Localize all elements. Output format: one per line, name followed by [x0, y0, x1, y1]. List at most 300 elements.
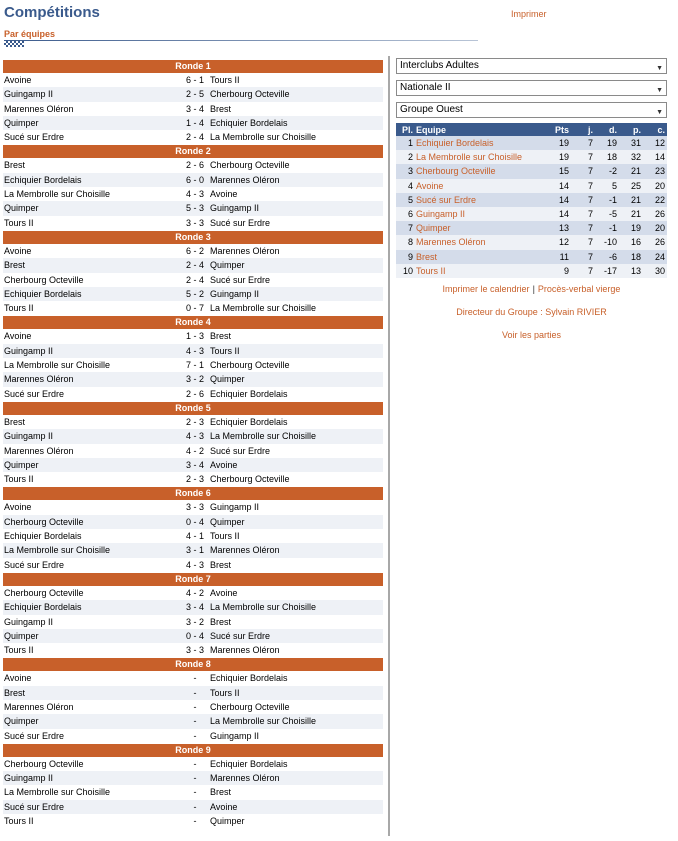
- match-row: [3, 358, 383, 372]
- match-row: [3, 714, 383, 728]
- diff-cell: -5: [595, 207, 619, 221]
- match-row: [3, 700, 383, 714]
- played-cell: 7: [571, 264, 595, 278]
- diff-cell: 5: [595, 179, 619, 193]
- standings-row: [396, 179, 667, 193]
- calendar-links: [396, 284, 667, 294]
- col-header-p: p.: [619, 123, 643, 136]
- match-row: [3, 372, 383, 386]
- rank-cell: 2: [396, 150, 416, 164]
- rank-cell: 9: [396, 250, 416, 264]
- team-link[interactable]: Avoine: [416, 180, 444, 191]
- away-team: Guingamp II: [210, 502, 260, 513]
- away-team: Brest: [210, 616, 232, 627]
- match-row: [3, 273, 383, 287]
- match-score: 6 - 0: [185, 174, 204, 185]
- standings-row: [396, 250, 667, 264]
- team-link[interactable]: Marennes Oléron: [416, 237, 486, 248]
- match-row: [3, 102, 383, 116]
- team-cell: [416, 221, 547, 235]
- col-header-c: c.: [643, 123, 667, 136]
- away-team: Cherbourg Octeville: [210, 89, 290, 100]
- home-team: Quimper: [4, 716, 39, 727]
- standings-row: [396, 221, 667, 235]
- against-cell: 30: [643, 264, 667, 278]
- match-score: 0 - 7: [185, 303, 204, 314]
- match-score: 3 - 3: [185, 502, 204, 513]
- diff-cell: -2: [595, 164, 619, 178]
- away-team: Marennes Oléron: [210, 645, 280, 656]
- home-team: Tours II: [4, 816, 34, 827]
- round-header: Ronde 1: [3, 60, 383, 73]
- rank-cell: 3: [396, 164, 416, 178]
- for-cell: 21: [619, 164, 643, 178]
- match-score: 3 - 3: [185, 217, 204, 228]
- away-team: La Membrolle sur Choisille: [210, 602, 317, 613]
- away-team: La Membrolle sur Choisille: [210, 431, 317, 442]
- home-team: Cherbourg Octeville: [4, 587, 84, 598]
- points-cell: 14: [547, 193, 571, 207]
- standings-row: [396, 136, 667, 150]
- away-team: Tours II: [210, 345, 240, 356]
- team-cell: [416, 264, 547, 278]
- home-team: Brest: [4, 260, 26, 271]
- team-cell: [416, 250, 547, 264]
- home-team: Marennes Oléron: [4, 701, 74, 712]
- match-row: [3, 258, 383, 272]
- col-header-pts: Pts: [547, 123, 571, 136]
- home-team: Tours II: [4, 217, 34, 228]
- match-row: [3, 515, 383, 529]
- points-cell: 12: [547, 235, 571, 249]
- home-team: Quimper: [4, 630, 39, 641]
- diff-cell: -17: [595, 264, 619, 278]
- match-row: [3, 785, 383, 799]
- match-score: 4 - 2: [185, 445, 204, 456]
- away-team: Cherbourg Octeville: [210, 701, 290, 712]
- match-score: -: [193, 801, 197, 812]
- match-row: [3, 600, 383, 614]
- against-cell: 20: [643, 221, 667, 235]
- standings-row: [396, 193, 667, 207]
- diff-cell: 18: [595, 150, 619, 164]
- match-score: -: [193, 758, 197, 769]
- match-score: 2 - 4: [185, 260, 204, 271]
- match-score: 2 - 6: [185, 388, 204, 399]
- match-row: [3, 187, 383, 201]
- home-team: Brest: [4, 687, 26, 698]
- for-cell: 31: [619, 136, 643, 150]
- standings-row: [396, 207, 667, 221]
- team-cell: [416, 179, 547, 193]
- match-score: 2 - 6: [185, 160, 204, 171]
- away-team: Echiquier Bordelais: [210, 416, 288, 427]
- away-team: Marennes Oléron: [210, 245, 280, 256]
- match-row: [3, 344, 383, 358]
- print-calendar-link[interactable]: Imprimer le calendrier: [442, 283, 530, 294]
- against-cell: 20: [643, 179, 667, 193]
- team-cell: [416, 136, 547, 150]
- competition-select[interactable]: [396, 58, 667, 74]
- played-cell: 7: [571, 235, 595, 249]
- match-score: 3 - 2: [185, 374, 204, 385]
- home-team: Marennes Oléron: [4, 103, 74, 114]
- rank-cell: 10: [396, 264, 416, 278]
- for-cell: 19: [619, 221, 643, 235]
- home-team: Tours II: [4, 303, 34, 314]
- match-score: 2 - 3: [185, 474, 204, 485]
- round-header: Ronde 6: [3, 487, 383, 500]
- round-header: Ronde 8: [3, 658, 383, 671]
- team-link[interactable]: Quimper: [416, 223, 451, 234]
- match-row: [3, 643, 383, 657]
- match-row: [3, 472, 383, 486]
- match-row: [3, 158, 383, 172]
- match-score: 7 - 1: [185, 360, 204, 371]
- subtab-par-equipes[interactable]: Par équipes: [4, 29, 56, 39]
- home-team: Avoine: [4, 502, 32, 513]
- rank-cell: 8: [396, 235, 416, 249]
- home-team: Sucé sur Erdre: [4, 730, 65, 741]
- match-row: [3, 500, 383, 514]
- match-row: [3, 73, 383, 87]
- match-score: 6 - 2: [185, 245, 204, 256]
- match-score: -: [193, 716, 197, 727]
- away-team: Avoine: [210, 801, 238, 812]
- match-score: 0 - 4: [185, 630, 204, 641]
- col-header-d: d.: [595, 123, 619, 136]
- standings-panel: [396, 58, 667, 340]
- diff-cell: 19: [595, 136, 619, 150]
- away-team: La Membrolle sur Choisille: [210, 132, 317, 143]
- match-row: [3, 586, 383, 600]
- home-team: Guingamp II: [4, 616, 54, 627]
- match-row: [3, 87, 383, 101]
- rank-cell: 1: [396, 136, 416, 150]
- rank-cell: 7: [396, 221, 416, 235]
- match-score: 3 - 1: [185, 545, 204, 556]
- match-score: -: [193, 787, 197, 798]
- match-score: 2 - 3: [185, 416, 204, 427]
- team-link[interactable]: Tours II: [416, 265, 446, 276]
- away-team: Echiquier Bordelais: [210, 388, 288, 399]
- home-team: Sucé sur Erdre: [4, 801, 65, 812]
- team-link[interactable]: Cherbourg Octeville: [416, 166, 496, 177]
- rank-cell: 4: [396, 179, 416, 193]
- home-team: Quimper: [4, 203, 39, 214]
- chevron-down-icon: ▼: [656, 65, 663, 72]
- match-score: 4 - 2: [185, 587, 204, 598]
- played-cell: 7: [571, 136, 595, 150]
- away-team: La Membrolle sur Choisille: [210, 303, 317, 314]
- played-cell: 7: [571, 221, 595, 235]
- away-team: Sucé sur Erdre: [210, 274, 271, 285]
- match-row: [3, 671, 383, 685]
- against-cell: 26: [643, 207, 667, 221]
- home-team: Brest: [4, 416, 26, 427]
- home-team: Cherbourg Octeville: [4, 516, 84, 527]
- match-row: [3, 301, 383, 315]
- points-cell: 19: [547, 136, 571, 150]
- diff-cell: -1: [595, 221, 619, 235]
- match-score: 4 - 3: [185, 189, 204, 200]
- home-team: Guingamp II: [4, 345, 54, 356]
- chevron-down-icon: ▼: [656, 87, 663, 94]
- col-header-team: Equipe: [416, 123, 547, 136]
- for-cell: 25: [619, 179, 643, 193]
- match-row: [3, 757, 383, 771]
- division-select-value: Nationale II: [400, 82, 451, 93]
- home-team: Guingamp II: [4, 431, 54, 442]
- played-cell: 7: [571, 164, 595, 178]
- away-team: Brest: [210, 331, 232, 342]
- match-score: -: [193, 773, 197, 784]
- match-score: 4 - 3: [185, 559, 204, 570]
- home-team: Avoine: [4, 75, 32, 85]
- home-team: Brest: [4, 160, 26, 171]
- home-team: Avoine: [4, 245, 32, 256]
- standings-table: [396, 123, 667, 278]
- home-team: Quimper: [4, 459, 39, 470]
- home-team: Cherbourg Octeville: [4, 274, 84, 285]
- team-link[interactable]: Sucé sur Erdre: [416, 194, 477, 205]
- chevron-down-icon: ▼: [656, 109, 663, 116]
- points-cell: 11: [547, 250, 571, 264]
- match-score: 6 - 1: [185, 75, 204, 85]
- team-link[interactable]: Guingamp II: [416, 209, 466, 220]
- away-team: Marennes Oléron: [210, 773, 280, 784]
- for-cell: 32: [619, 150, 643, 164]
- col-header-j: j.: [571, 123, 595, 136]
- home-team: Tours II: [4, 645, 34, 656]
- away-team: Sucé sur Erdre: [210, 217, 271, 228]
- away-team: Guingamp II: [210, 203, 260, 214]
- home-team: Avoine: [4, 673, 32, 684]
- played-cell: 7: [571, 150, 595, 164]
- home-team: La Membrolle sur Choisille: [4, 360, 111, 371]
- away-team: Marennes Oléron: [210, 174, 280, 185]
- away-team: Quimper: [210, 816, 245, 827]
- home-team: La Membrolle sur Choisille: [4, 787, 111, 798]
- team-link[interactable]: Echiquier Bordelais: [416, 138, 494, 149]
- away-team: Sucé sur Erdre: [210, 445, 271, 456]
- home-team: La Membrolle sur Choisille: [4, 545, 111, 556]
- match-score: 4 - 3: [185, 431, 204, 442]
- home-team: Tours II: [4, 474, 34, 485]
- match-score: 0 - 4: [185, 516, 204, 527]
- played-cell: 7: [571, 193, 595, 207]
- group-select[interactable]: [396, 102, 667, 118]
- away-team: La Membrolle sur Choisille: [210, 716, 317, 727]
- column-separator: [388, 56, 390, 836]
- away-team: Avoine: [210, 459, 238, 470]
- match-row: [3, 543, 383, 557]
- match-row: [3, 458, 383, 472]
- standings-header-row: [396, 123, 667, 136]
- for-cell: 21: [619, 207, 643, 221]
- away-team: Quimper: [210, 374, 245, 385]
- team-cell: [416, 164, 547, 178]
- match-row: [3, 116, 383, 130]
- against-cell: 12: [643, 136, 667, 150]
- away-team: Tours II: [210, 75, 240, 85]
- against-cell: 22: [643, 193, 667, 207]
- competition-select-value: Interclubs Adultes: [400, 60, 479, 71]
- match-score: -: [193, 673, 197, 684]
- match-score: -: [193, 816, 197, 827]
- home-team: La Membrolle sur Choisille: [4, 189, 111, 200]
- match-score: -: [193, 701, 197, 712]
- group-director-link[interactable]: Directeur du Groupe : Sylvain RIVIER: [456, 306, 607, 317]
- standings-row: [396, 164, 667, 178]
- print-link[interactable]: Imprimer: [511, 9, 547, 19]
- against-cell: 26: [643, 235, 667, 249]
- match-score: 3 - 3: [185, 645, 204, 656]
- standings-row: [396, 264, 667, 278]
- match-score: 1 - 3: [185, 331, 204, 342]
- match-row: [3, 287, 383, 301]
- away-team: Sucé sur Erdre: [210, 630, 271, 641]
- match-score: 3 - 2: [185, 616, 204, 627]
- match-row: [3, 814, 383, 828]
- home-team: Echiquier Bordelais: [4, 288, 82, 299]
- points-cell: 19: [547, 150, 571, 164]
- col-header-pl: Pl.: [396, 123, 416, 136]
- match-score: 3 - 4: [185, 459, 204, 470]
- points-cell: 14: [547, 207, 571, 221]
- round-header: Ronde 5: [3, 402, 383, 415]
- home-team: Echiquier Bordelais: [4, 174, 82, 185]
- points-cell: 15: [547, 164, 571, 178]
- home-team: Echiquier Bordelais: [4, 602, 82, 613]
- team-link[interactable]: La Membrolle sur Choisille: [416, 152, 523, 163]
- home-team: Marennes Oléron: [4, 374, 74, 385]
- away-team: Avoine: [210, 587, 238, 598]
- standings-row: [396, 150, 667, 164]
- match-row: [3, 130, 383, 144]
- match-row: [3, 771, 383, 785]
- group-select-value: Groupe Ouest: [400, 104, 463, 115]
- match-score: 5 - 2: [185, 288, 204, 299]
- against-cell: 14: [643, 150, 667, 164]
- against-cell: 23: [643, 164, 667, 178]
- page-title: Compétitions: [4, 4, 100, 21]
- away-team: Guingamp II: [210, 288, 260, 299]
- match-score: -: [193, 730, 197, 741]
- points-cell: 13: [547, 221, 571, 235]
- for-cell: 18: [619, 250, 643, 264]
- home-team: Echiquier Bordelais: [4, 531, 82, 542]
- diff-cell: -10: [595, 235, 619, 249]
- diff-cell: -1: [595, 193, 619, 207]
- match-row: [3, 444, 383, 458]
- away-team: Cherbourg Octeville: [210, 360, 290, 371]
- link-divider: |: [532, 283, 535, 294]
- match-row: [3, 629, 383, 643]
- played-cell: 7: [571, 250, 595, 264]
- for-cell: 16: [619, 235, 643, 249]
- division-select[interactable]: [396, 80, 667, 96]
- team-cell: [416, 150, 547, 164]
- played-cell: 7: [571, 179, 595, 193]
- match-row: [3, 615, 383, 629]
- home-team: Sucé sur Erdre: [4, 559, 65, 570]
- rank-cell: 6: [396, 207, 416, 221]
- match-score: 5 - 3: [185, 203, 204, 214]
- away-team: Marennes Oléron: [210, 545, 280, 556]
- away-team: Echiquier Bordelais: [210, 758, 288, 769]
- standings-row: [396, 235, 667, 249]
- home-team: Quimper: [4, 117, 39, 128]
- points-cell: 14: [547, 179, 571, 193]
- home-team: Avoine: [4, 331, 32, 342]
- match-row: [3, 173, 383, 187]
- checker-decoration: [4, 41, 24, 47]
- rounds-panel: [3, 59, 383, 828]
- match-score: 3 - 4: [185, 103, 204, 114]
- rank-cell: 5: [396, 193, 416, 207]
- match-score: 4 - 1: [185, 531, 204, 542]
- round-header: Ronde 3: [3, 231, 383, 244]
- home-team: Cherbourg Octeville: [4, 758, 84, 769]
- away-team: Brest: [210, 103, 232, 114]
- home-team: Guingamp II: [4, 89, 54, 100]
- team-cell: [416, 207, 547, 221]
- match-score: -: [193, 687, 197, 698]
- match-row: [3, 244, 383, 258]
- diff-cell: -6: [595, 250, 619, 264]
- against-cell: 24: [643, 250, 667, 264]
- away-team: Quimper: [210, 260, 245, 271]
- for-cell: 13: [619, 264, 643, 278]
- away-team: Brest: [210, 559, 232, 570]
- team-cell: [416, 235, 547, 249]
- blank-report-link[interactable]: Procès-verbal vierge: [537, 283, 621, 294]
- match-row: [3, 558, 383, 572]
- match-row: [3, 800, 383, 814]
- round-header: Ronde 7: [3, 573, 383, 586]
- match-row: [3, 429, 383, 443]
- match-row: [3, 216, 383, 230]
- team-link[interactable]: Brest: [416, 251, 438, 262]
- away-team: Tours II: [210, 687, 240, 698]
- match-score: 2 - 4: [185, 274, 204, 285]
- match-score: 2 - 5: [185, 89, 204, 100]
- match-row: [3, 387, 383, 401]
- match-score: 4 - 3: [185, 345, 204, 356]
- match-row: [3, 329, 383, 343]
- away-team: Tours II: [210, 531, 240, 542]
- away-team: Avoine: [210, 189, 238, 200]
- away-team: Guingamp II: [210, 730, 260, 741]
- home-team: Sucé sur Erdre: [4, 388, 65, 399]
- match-row: [3, 729, 383, 743]
- away-team: Brest: [210, 787, 232, 798]
- away-team: Echiquier Bordelais: [210, 117, 288, 128]
- team-cell: [416, 193, 547, 207]
- home-team: Guingamp II: [4, 773, 54, 784]
- played-cell: 7: [571, 207, 595, 221]
- match-row: [3, 201, 383, 215]
- round-header: Ronde 9: [3, 744, 383, 757]
- match-row: [3, 529, 383, 543]
- subtab-underline: [4, 40, 478, 41]
- round-header: Ronde 4: [3, 316, 383, 329]
- home-team: Sucé sur Erdre: [4, 132, 65, 143]
- view-games-link[interactable]: Voir les parties: [501, 329, 562, 340]
- match-row: [3, 686, 383, 700]
- away-team: Echiquier Bordelais: [210, 673, 288, 684]
